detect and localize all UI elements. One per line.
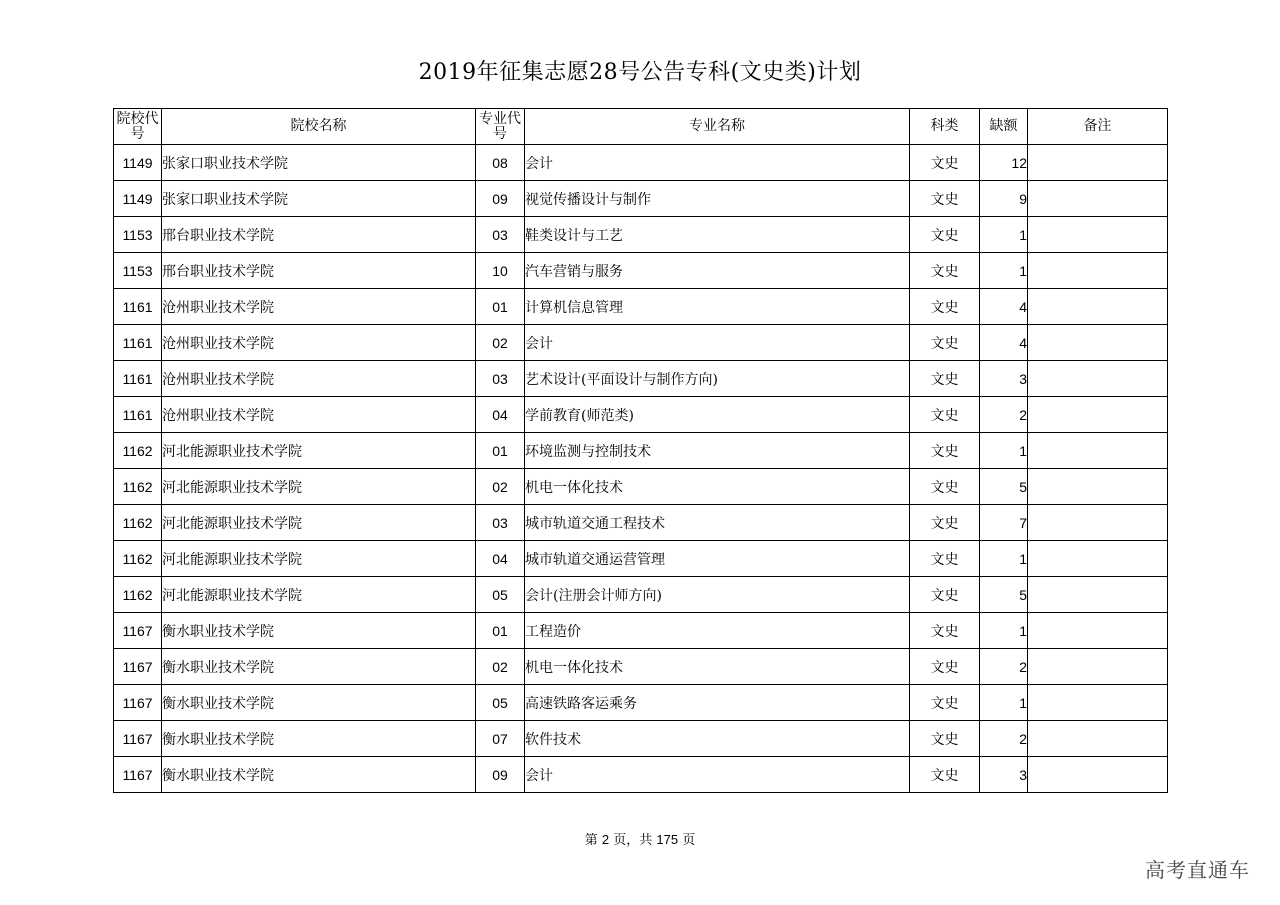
cell-major-code: 10 xyxy=(476,253,525,289)
cell-remark xyxy=(1028,613,1168,649)
cell-remark xyxy=(1028,469,1168,505)
cell-school-name: 张家口职业技术学院 xyxy=(162,145,476,181)
cell-major-name: 机电一体化技术 xyxy=(525,469,910,505)
cell-category: 文史 xyxy=(910,181,980,217)
table-row xyxy=(114,505,1168,541)
table-body xyxy=(114,145,1168,793)
cell-school-name: 河北能源职业技术学院 xyxy=(162,469,476,505)
cell-major-name: 软件技术 xyxy=(525,721,910,757)
cell-major-code: 09 xyxy=(476,757,525,793)
cell-quota: 1 xyxy=(980,253,1028,289)
page-title: 2019年征集志愿28号公告专科(文史类)计划 xyxy=(418,60,862,85)
cell-school-name: 衡水职业技术学院 xyxy=(162,757,476,793)
cell-school-code: 1167 xyxy=(114,685,162,721)
cell-major-code: 09 xyxy=(476,181,525,217)
footer-page-number: 2 xyxy=(601,832,610,847)
cell-school-name: 河北能源职业技术学院 xyxy=(162,505,476,541)
cell-major-name: 学前教育(师范类) xyxy=(525,397,910,433)
cell-category: 文史 xyxy=(910,505,980,541)
table-row xyxy=(114,181,1168,217)
table-row xyxy=(114,541,1168,577)
cell-school-code: 1153 xyxy=(114,217,162,253)
cell-school-name: 沧州职业技术学院 xyxy=(162,289,476,325)
cell-quota: 2 xyxy=(980,721,1028,757)
cell-quota: 1 xyxy=(980,217,1028,253)
cell-quota: 3 xyxy=(980,757,1028,793)
header-category: 科类 xyxy=(910,109,980,145)
cell-remark xyxy=(1028,325,1168,361)
table-row xyxy=(114,685,1168,721)
cell-major-code: 01 xyxy=(476,613,525,649)
table-row xyxy=(114,469,1168,505)
cell-category: 文史 xyxy=(910,397,980,433)
cell-category: 文史 xyxy=(910,361,980,397)
cell-quota: 2 xyxy=(980,397,1028,433)
cell-school-name: 衡水职业技术学院 xyxy=(162,649,476,685)
cell-quota: 3 xyxy=(980,361,1028,397)
cell-remark xyxy=(1028,505,1168,541)
cell-school-name: 沧州职业技术学院 xyxy=(162,325,476,361)
table-row xyxy=(114,649,1168,685)
cell-major-code: 04 xyxy=(476,397,525,433)
cell-category: 文史 xyxy=(910,757,980,793)
cell-major-name: 会计 xyxy=(525,325,910,361)
cell-remark xyxy=(1028,217,1168,253)
cell-quota: 12 xyxy=(980,145,1028,181)
cell-quota: 4 xyxy=(980,289,1028,325)
cell-remark xyxy=(1028,397,1168,433)
cell-school-code: 1167 xyxy=(114,721,162,757)
cell-major-code: 02 xyxy=(476,649,525,685)
cell-major-name: 视觉传播设计与制作 xyxy=(525,181,910,217)
table-row xyxy=(114,217,1168,253)
cell-quota: 1 xyxy=(980,541,1028,577)
table-row xyxy=(114,757,1168,793)
cell-quota: 9 xyxy=(980,181,1028,217)
cell-major-code: 04 xyxy=(476,541,525,577)
cell-category: 文史 xyxy=(910,649,980,685)
table-row xyxy=(114,397,1168,433)
cell-category: 文史 xyxy=(910,289,980,325)
cell-remark xyxy=(1028,541,1168,577)
cell-school-name: 张家口职业技术学院 xyxy=(162,181,476,217)
cell-school-code: 1153 xyxy=(114,253,162,289)
cell-quota: 5 xyxy=(980,577,1028,613)
cell-category: 文史 xyxy=(910,577,980,613)
cell-category: 文史 xyxy=(910,433,980,469)
footer-middle: 页，共 xyxy=(609,833,657,848)
cell-school-name: 衡水职业技术学院 xyxy=(162,685,476,721)
header-major-code: 专业代号 xyxy=(476,109,525,145)
footer-prefix: 第 xyxy=(584,833,602,848)
cell-school-code: 1161 xyxy=(114,325,162,361)
cell-major-name: 工程造价 xyxy=(525,613,910,649)
cell-school-code: 1161 xyxy=(114,397,162,433)
cell-school-name: 河北能源职业技术学院 xyxy=(162,541,476,577)
cell-category: 文史 xyxy=(910,253,980,289)
cell-major-name: 会计(注册会计师方向) xyxy=(525,577,910,613)
cell-major-code: 02 xyxy=(476,469,525,505)
cell-major-name: 艺术设计(平面设计与制作方向) xyxy=(525,361,910,397)
footer-suffix: 页 xyxy=(678,833,696,848)
watermark: 高考直通车 xyxy=(1145,858,1250,882)
cell-remark xyxy=(1028,289,1168,325)
cell-major-code: 02 xyxy=(476,325,525,361)
header-school-name: 院校名称 xyxy=(162,109,476,145)
table-row xyxy=(114,361,1168,397)
header-remark: 备注 xyxy=(1028,109,1168,145)
cell-school-code: 1149 xyxy=(114,181,162,217)
cell-category: 文史 xyxy=(910,685,980,721)
cell-major-name: 高速铁路客运乘务 xyxy=(525,685,910,721)
table-row xyxy=(114,289,1168,325)
cell-category: 文史 xyxy=(910,541,980,577)
cell-school-code: 1161 xyxy=(114,289,162,325)
header-major-name: 专业名称 xyxy=(525,109,910,145)
cell-school-code: 1167 xyxy=(114,613,162,649)
cell-major-name: 环境监测与控制技术 xyxy=(525,433,910,469)
cell-category: 文史 xyxy=(910,325,980,361)
cell-major-code: 03 xyxy=(476,505,525,541)
cell-remark xyxy=(1028,181,1168,217)
cell-school-code: 1167 xyxy=(114,649,162,685)
cell-school-name: 邢台职业技术学院 xyxy=(162,217,476,253)
cell-school-name: 衡水职业技术学院 xyxy=(162,721,476,757)
cell-school-code: 1162 xyxy=(114,541,162,577)
cell-major-code: 08 xyxy=(476,145,525,181)
cell-quota: 5 xyxy=(980,469,1028,505)
table-row xyxy=(114,433,1168,469)
cell-category: 文史 xyxy=(910,217,980,253)
cell-school-code: 1162 xyxy=(114,469,162,505)
cell-school-code: 1167 xyxy=(114,757,162,793)
cell-remark xyxy=(1028,577,1168,613)
cell-major-code: 01 xyxy=(476,289,525,325)
cell-school-code: 1149 xyxy=(114,145,162,181)
cell-quota: 2 xyxy=(980,649,1028,685)
cell-quota: 7 xyxy=(980,505,1028,541)
cell-quota: 4 xyxy=(980,325,1028,361)
cell-major-name: 会计 xyxy=(525,757,910,793)
cell-major-name: 机电一体化技术 xyxy=(525,649,910,685)
cell-remark xyxy=(1028,433,1168,469)
cell-quota: 1 xyxy=(980,685,1028,721)
cell-remark xyxy=(1028,757,1168,793)
cell-remark xyxy=(1028,145,1168,181)
cell-remark xyxy=(1028,253,1168,289)
cell-school-name: 沧州职业技术学院 xyxy=(162,361,476,397)
cell-remark xyxy=(1028,685,1168,721)
cell-major-code: 05 xyxy=(476,685,525,721)
cell-quota: 1 xyxy=(980,613,1028,649)
table-row xyxy=(114,613,1168,649)
cell-category: 文史 xyxy=(910,721,980,757)
cell-major-name: 会计 xyxy=(525,145,910,181)
table-header-row xyxy=(114,109,1168,145)
table-row xyxy=(114,577,1168,613)
cell-school-code: 1162 xyxy=(114,433,162,469)
cell-school-code: 1162 xyxy=(114,505,162,541)
cell-major-name: 城市轨道交通工程技术 xyxy=(525,505,910,541)
cell-remark xyxy=(1028,361,1168,397)
cell-remark xyxy=(1028,649,1168,685)
table-row xyxy=(114,325,1168,361)
cell-major-name: 城市轨道交通运营管理 xyxy=(525,541,910,577)
cell-major-code: 07 xyxy=(476,721,525,757)
cell-school-code: 1162 xyxy=(114,577,162,613)
header-quota: 缺额 xyxy=(980,109,1028,145)
cell-major-code: 03 xyxy=(476,217,525,253)
cell-remark xyxy=(1028,721,1168,757)
cell-major-code: 01 xyxy=(476,433,525,469)
cell-school-name: 沧州职业技术学院 xyxy=(162,397,476,433)
cell-major-code: 05 xyxy=(476,577,525,613)
table-row xyxy=(114,253,1168,289)
cell-major-name: 鞋类设计与工艺 xyxy=(525,217,910,253)
footer-total-pages: 175 xyxy=(656,832,679,847)
table-row xyxy=(114,721,1168,757)
cell-school-name: 河北能源职业技术学院 xyxy=(162,433,476,469)
cell-quota: 1 xyxy=(980,433,1028,469)
cell-school-code: 1161 xyxy=(114,361,162,397)
cell-major-name: 汽车营销与服务 xyxy=(525,253,910,289)
cell-school-name: 河北能源职业技术学院 xyxy=(162,577,476,613)
cell-school-name: 邢台职业技术学院 xyxy=(162,253,476,289)
cell-category: 文史 xyxy=(910,469,980,505)
cell-school-name: 衡水职业技术学院 xyxy=(162,613,476,649)
cell-major-code: 03 xyxy=(476,361,525,397)
cell-category: 文史 xyxy=(910,145,980,181)
table-row xyxy=(114,145,1168,181)
header-school-code: 院校代号 xyxy=(114,109,162,145)
cell-category: 文史 xyxy=(910,613,980,649)
page-footer xyxy=(0,829,1280,848)
cell-major-name: 计算机信息管理 xyxy=(525,289,910,325)
plan-table xyxy=(113,108,1168,793)
